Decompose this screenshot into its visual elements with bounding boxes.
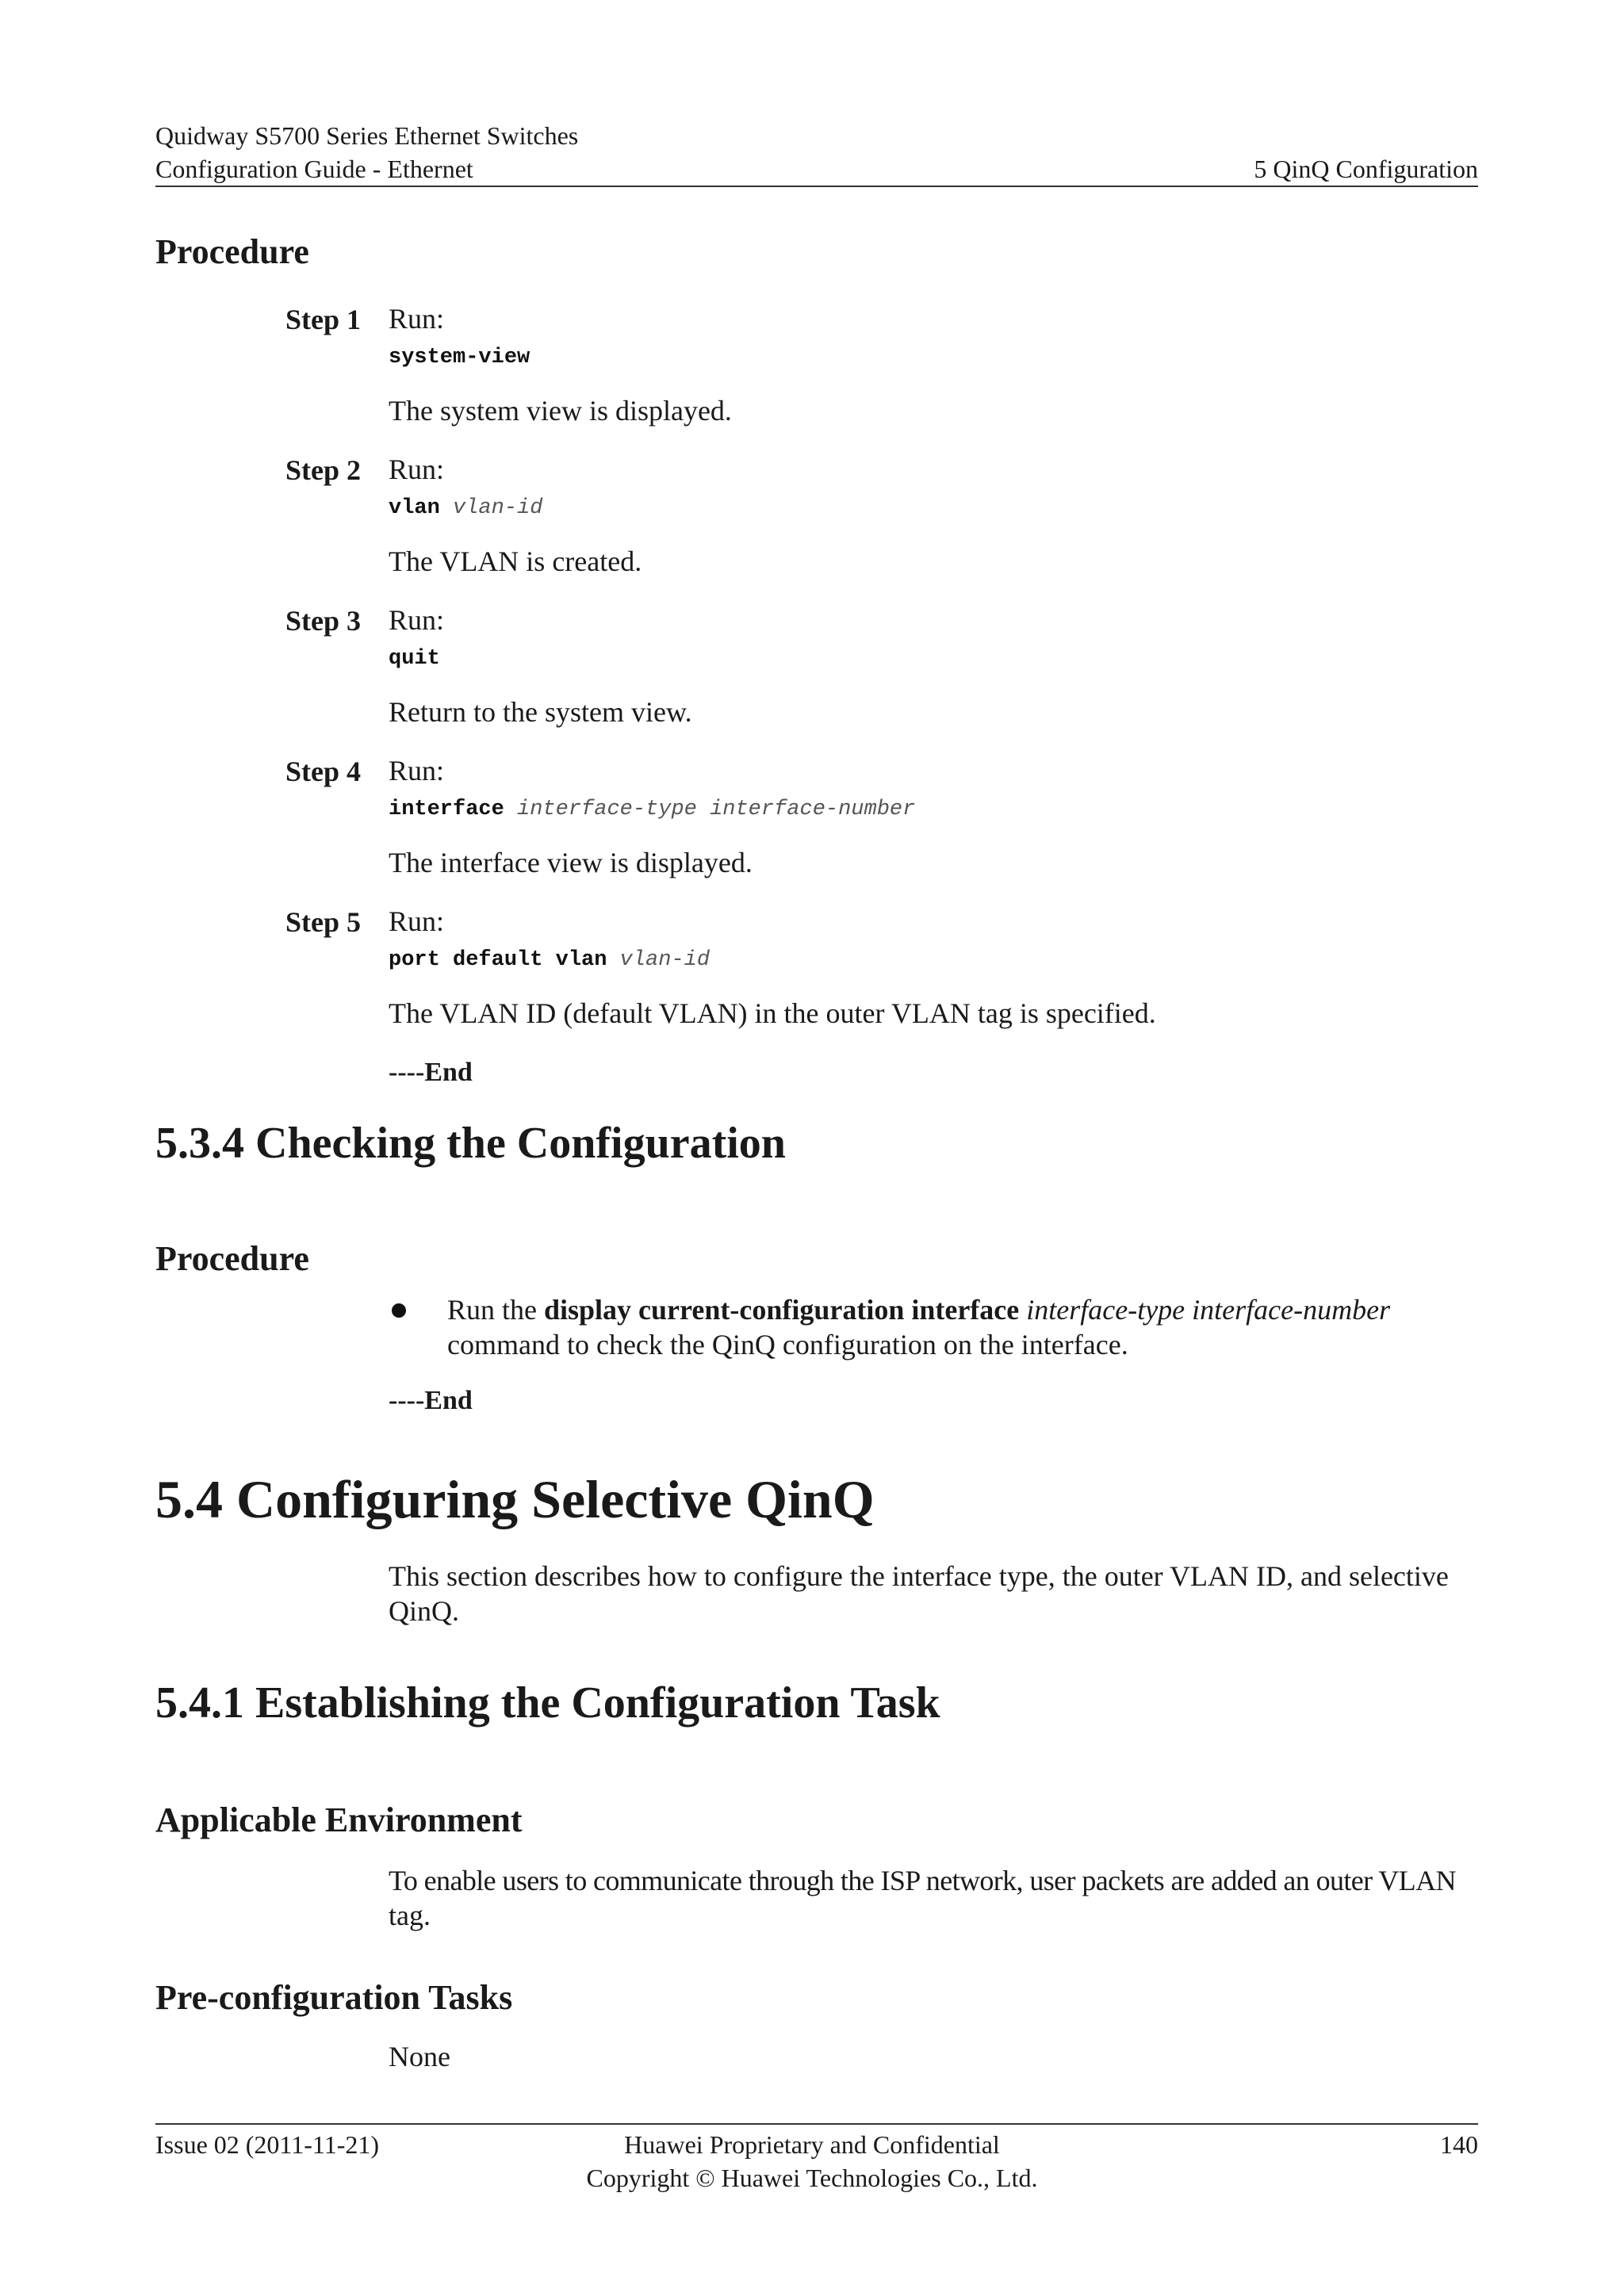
pre-configuration-heading: Pre-configuration Tasks <box>155 1978 513 2017</box>
step-label: Step 5 <box>285 906 362 938</box>
bullet-icon <box>392 1303 406 1318</box>
command-keyword: system-view <box>389 346 530 369</box>
footer-proprietary: Huawei Proprietary and Confidential <box>624 2130 1000 2159</box>
bullet-command: display current-configuration interface <box>544 1294 1020 1326</box>
step-description: The system view is displayed. <box>389 395 732 427</box>
step-command <box>389 496 542 520</box>
bullet-text <box>447 1292 1494 1327</box>
bullet-text-prefix: Run the <box>447 1294 544 1326</box>
command-keyword: quit <box>389 647 440 671</box>
command-keyword: vlan <box>389 496 440 520</box>
step-run: Run: <box>389 453 445 485</box>
header-guide: Configuration Guide - Ethernet <box>155 155 473 183</box>
command-argument: interface-type interface-number <box>517 798 916 821</box>
step-run: Run: <box>389 303 445 335</box>
bullet-text-line2: command to check the QinQ configuration on the interface. <box>447 1329 1128 1360</box>
header-rule <box>155 186 1478 187</box>
procedure-heading: Procedure <box>155 232 309 271</box>
command-argument: vlan-id <box>453 496 543 520</box>
step-command <box>389 346 530 369</box>
footer-rule <box>155 2123 1478 2125</box>
footer-issue: Issue 02 (2011-11-21) <box>155 2130 380 2159</box>
section-intro-line1: This section describes how to configure the interface type, the outer VLAN ID, and selective <box>389 1560 1449 1592</box>
section-title-541: 5.4.1 Establishing the Configuration Task <box>155 1678 940 1728</box>
section-intro-line2: QinQ. <box>389 1595 459 1627</box>
step-description: The VLAN is created. <box>389 545 642 577</box>
step-label: Step 3 <box>285 605 362 637</box>
header-product: Quidway S5700 Series Ethernet Switches <box>155 121 579 150</box>
applicable-environment-line2: tag. <box>389 1900 431 1931</box>
applicable-environment-line1: To enable users to communicate through the ISP network, user packets are added an outer VLAN <box>389 1865 1456 1896</box>
footer-copyright: Copyright © Huawei Technologies Co., Ltd. <box>586 2164 1038 2192</box>
step-label: Step 4 <box>285 756 362 787</box>
command-argument: vlan-id <box>619 948 710 972</box>
command-keyword: interface <box>389 798 504 821</box>
step-label: Step 2 <box>285 454 362 486</box>
step-command <box>389 948 710 972</box>
step-description: Return to the system view. <box>389 696 692 728</box>
section-title-534: 5.3.4 Checking the Configuration <box>155 1119 786 1168</box>
step-run: Run: <box>389 604 445 636</box>
procedure-end: ----End <box>389 1058 473 1087</box>
section-title-54: 5.4 Configuring Selective QinQ <box>155 1469 875 1529</box>
step-command <box>389 798 915 821</box>
step-label: Step 1 <box>285 304 362 335</box>
pre-configuration-text: None <box>389 2041 450 2072</box>
procedure-heading: Procedure <box>155 1239 309 1278</box>
header-chapter: 5 QinQ Configuration <box>1254 155 1478 183</box>
step-run: Run: <box>389 755 445 786</box>
procedure-end: ----End <box>389 1386 473 1415</box>
command-keyword: port default vlan <box>389 948 607 972</box>
applicable-environment-heading: Applicable Environment <box>155 1800 523 1839</box>
step-command <box>389 647 440 671</box>
step-run: Run: <box>389 905 445 937</box>
step-description: The VLAN ID (default VLAN) in the outer VLAN tag is specified. <box>389 997 1156 1029</box>
footer-page-number: 140 <box>1440 2130 1478 2159</box>
step-description: The interface view is displayed. <box>389 847 753 878</box>
bullet-argument: interface-type interface-number <box>1026 1294 1391 1326</box>
